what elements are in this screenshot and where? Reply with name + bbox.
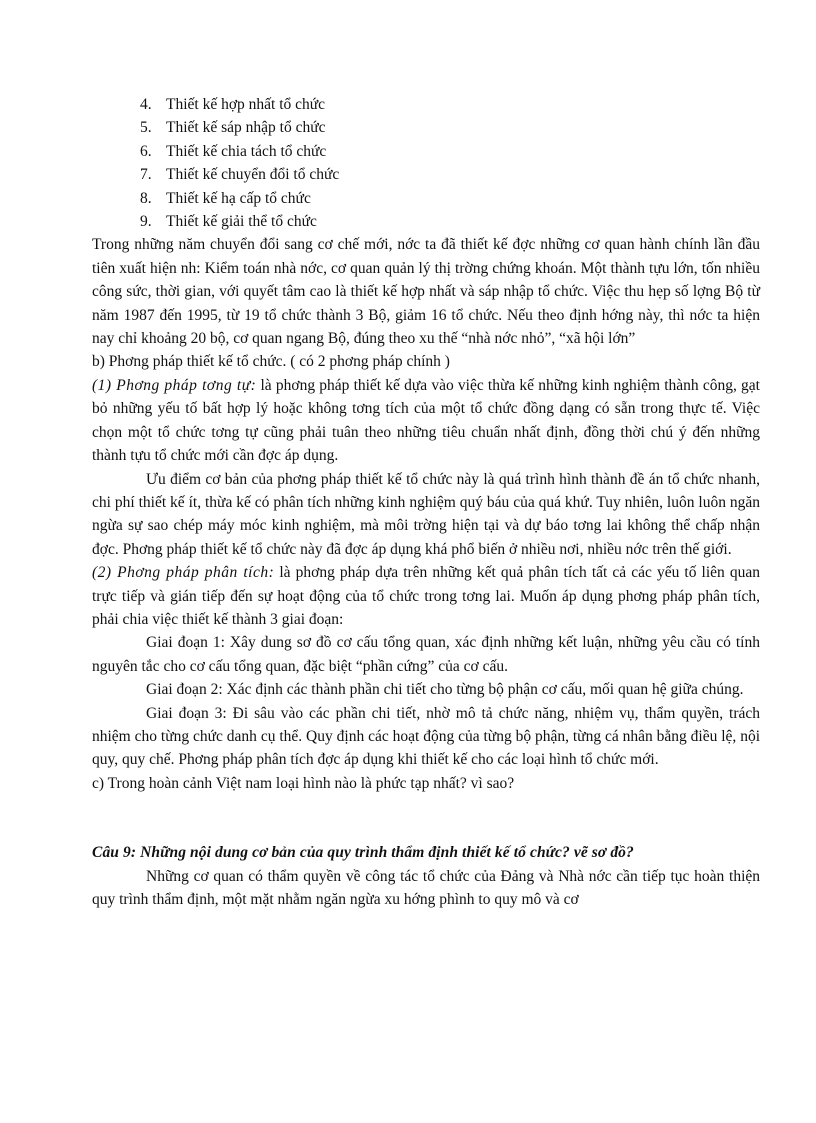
intro-paragraph: Trong những năm chuyển đổi sang cơ chế mới, nớc ta đã thiết kế đợc những cơ quan hành chính lần đầu tiên xuất hiện nh: Kiểm toán nhà nớc, cơ quan quản lý thị trờng chứng khoán. Một thành tựu lớn, tốn nhiều công sức, thời gian, với quyết tâm cao là thiết kế hợp nhất và sáp nhập tổ chức. Việc thu hẹp số lợng Bộ từ năm 1987 đến 1995, từ 19 tổ chức thành 3 Bộ, giảm 16 tổ chức. Nếu theo định hớng này, thì nớc ta hiện nay chỉ khoảng 20 bộ, cơ quan ngang Bộ, đúng theo xu thế “nhà nớc nhỏ”, “xã hội lớn” xyxy=(92,236,760,348)
method-1-paragraph: (1) Phơng pháp tơng tự: là phơng pháp thiết kế dựa vào việc thừa kế những kinh nghiệm thành công, gạt bỏ những yếu tố bất hợp lý hoặc không tơng tích của một tổ chức đồng dạng có sẵn trong thực tế. Việc chọn một tổ chức tơng tự cũng phải tuân theo những tiêu chuẩn nhất định, đồng thời chú ý đến những thành tựu tổ chức mới cần đợc áp dụng. xyxy=(92,376,760,465)
question-c: c) Trong hoàn cảnh Việt nam loại hình nào là phức tạp nhất? vì sao? xyxy=(92,774,515,792)
list-item: 7. Thiết kế chuyển đổi tổ chức xyxy=(140,166,340,184)
advantage-paragraph: Ưu điểm cơ bản của phơng pháp thiết kế tổ chức này là quá trình hình thành đề án tổ chức nhanh, chi phí thiết kế ít, thừa kế có phân tích những kinh nghiệm quý báu của quá khứ. Tuy nhiên, luôn luôn ngăn ngừa sự sao chép máy móc kinh nghiệm, mà môi trờng hiện tại và dự báo tơng lai không thể chấp nhận đợc. Phơng pháp thiết kế tổ chức này đã đợc áp dụng khá phổ biến ở nhiều nơi, nhiều nớc trên thế giới. xyxy=(92,470,760,558)
list-item: 4. Thiết kế hợp nhất tổ chức xyxy=(140,96,326,113)
phase-3-paragraph: Giai đoạn 3: Đi sâu vào các phần chi tiết, nhờ mô tả chức năng, nhiệm vụ, thẩm quyền, trách nhiệm cho từng chức danh cụ thể. Quy định các hoạt động của từng bộ phận, từng cá nhân bằng điều lệ, nội quy, quy chế. Phơng pháp phân tích đợc áp dụng khi thiết kế cho các loại hình tổ chức mới. xyxy=(92,704,760,769)
document-content xyxy=(92,93,760,911)
list-item: 8. Thiết kế hạ cấp tổ chức xyxy=(140,189,311,207)
phase-1-paragraph: Giai đoạn 1: Xây dung sơ đồ cơ cấu tổng quan, xác định những kết luận, những yêu cầu có tính nguyên tắc cho cơ cấu tổng quan, đặc biệt “phần cứng” của cơ cấu. xyxy=(92,634,760,675)
list-item: 9. Thiết kế giải thể tổ chức xyxy=(140,213,317,231)
method-1-label: (1) Phơng pháp tơng tự: xyxy=(92,376,257,394)
method-2-label: (2) Phơng pháp phân tích: xyxy=(92,564,275,582)
method-2-paragraph: (2) Phơng pháp phân tích: là phơng pháp dựa trên những kết quả phân tích tất cả các yếu tố liên quan trực tiếp và gián tiếp đến sự hoạt động của tổ chức trong tơng lai. Muốn áp dụng phơng pháp phân tích, phải chia việc thiết kế thành 3 giai đoạn: xyxy=(92,564,760,628)
design-type-list xyxy=(92,93,760,233)
section-b-heading: b) Phơng pháp thiết kế tổ chức. ( có 2 phơng pháp chính ) xyxy=(92,353,450,371)
list-item: 5. Thiết kế sáp nhập tổ chức xyxy=(140,119,326,137)
question-9-heading: Câu 9: Những nội dung cơ bản của quy trình thẩm định thiết kế tổ chức? vẽ sơ đồ? xyxy=(92,844,634,862)
phase-2-paragraph: Giai đoạn 2: Xác định các thành phần chi tiết cho từng bộ phận cơ cấu, mối quan hệ giữa chúng. xyxy=(146,681,744,699)
spacer xyxy=(92,795,760,841)
final-paragraph: Những cơ quan có thẩm quyền về công tác tổ chức của Đảng và Nhà nớc cần tiếp tục hoàn thiện quy trình thẩm định, một mặt nhằm ngăn ngừa xu hớng phình to quy mô và cơ xyxy=(92,867,760,908)
list-item: 6. Thiết kế chia tách tổ chức xyxy=(140,142,327,160)
